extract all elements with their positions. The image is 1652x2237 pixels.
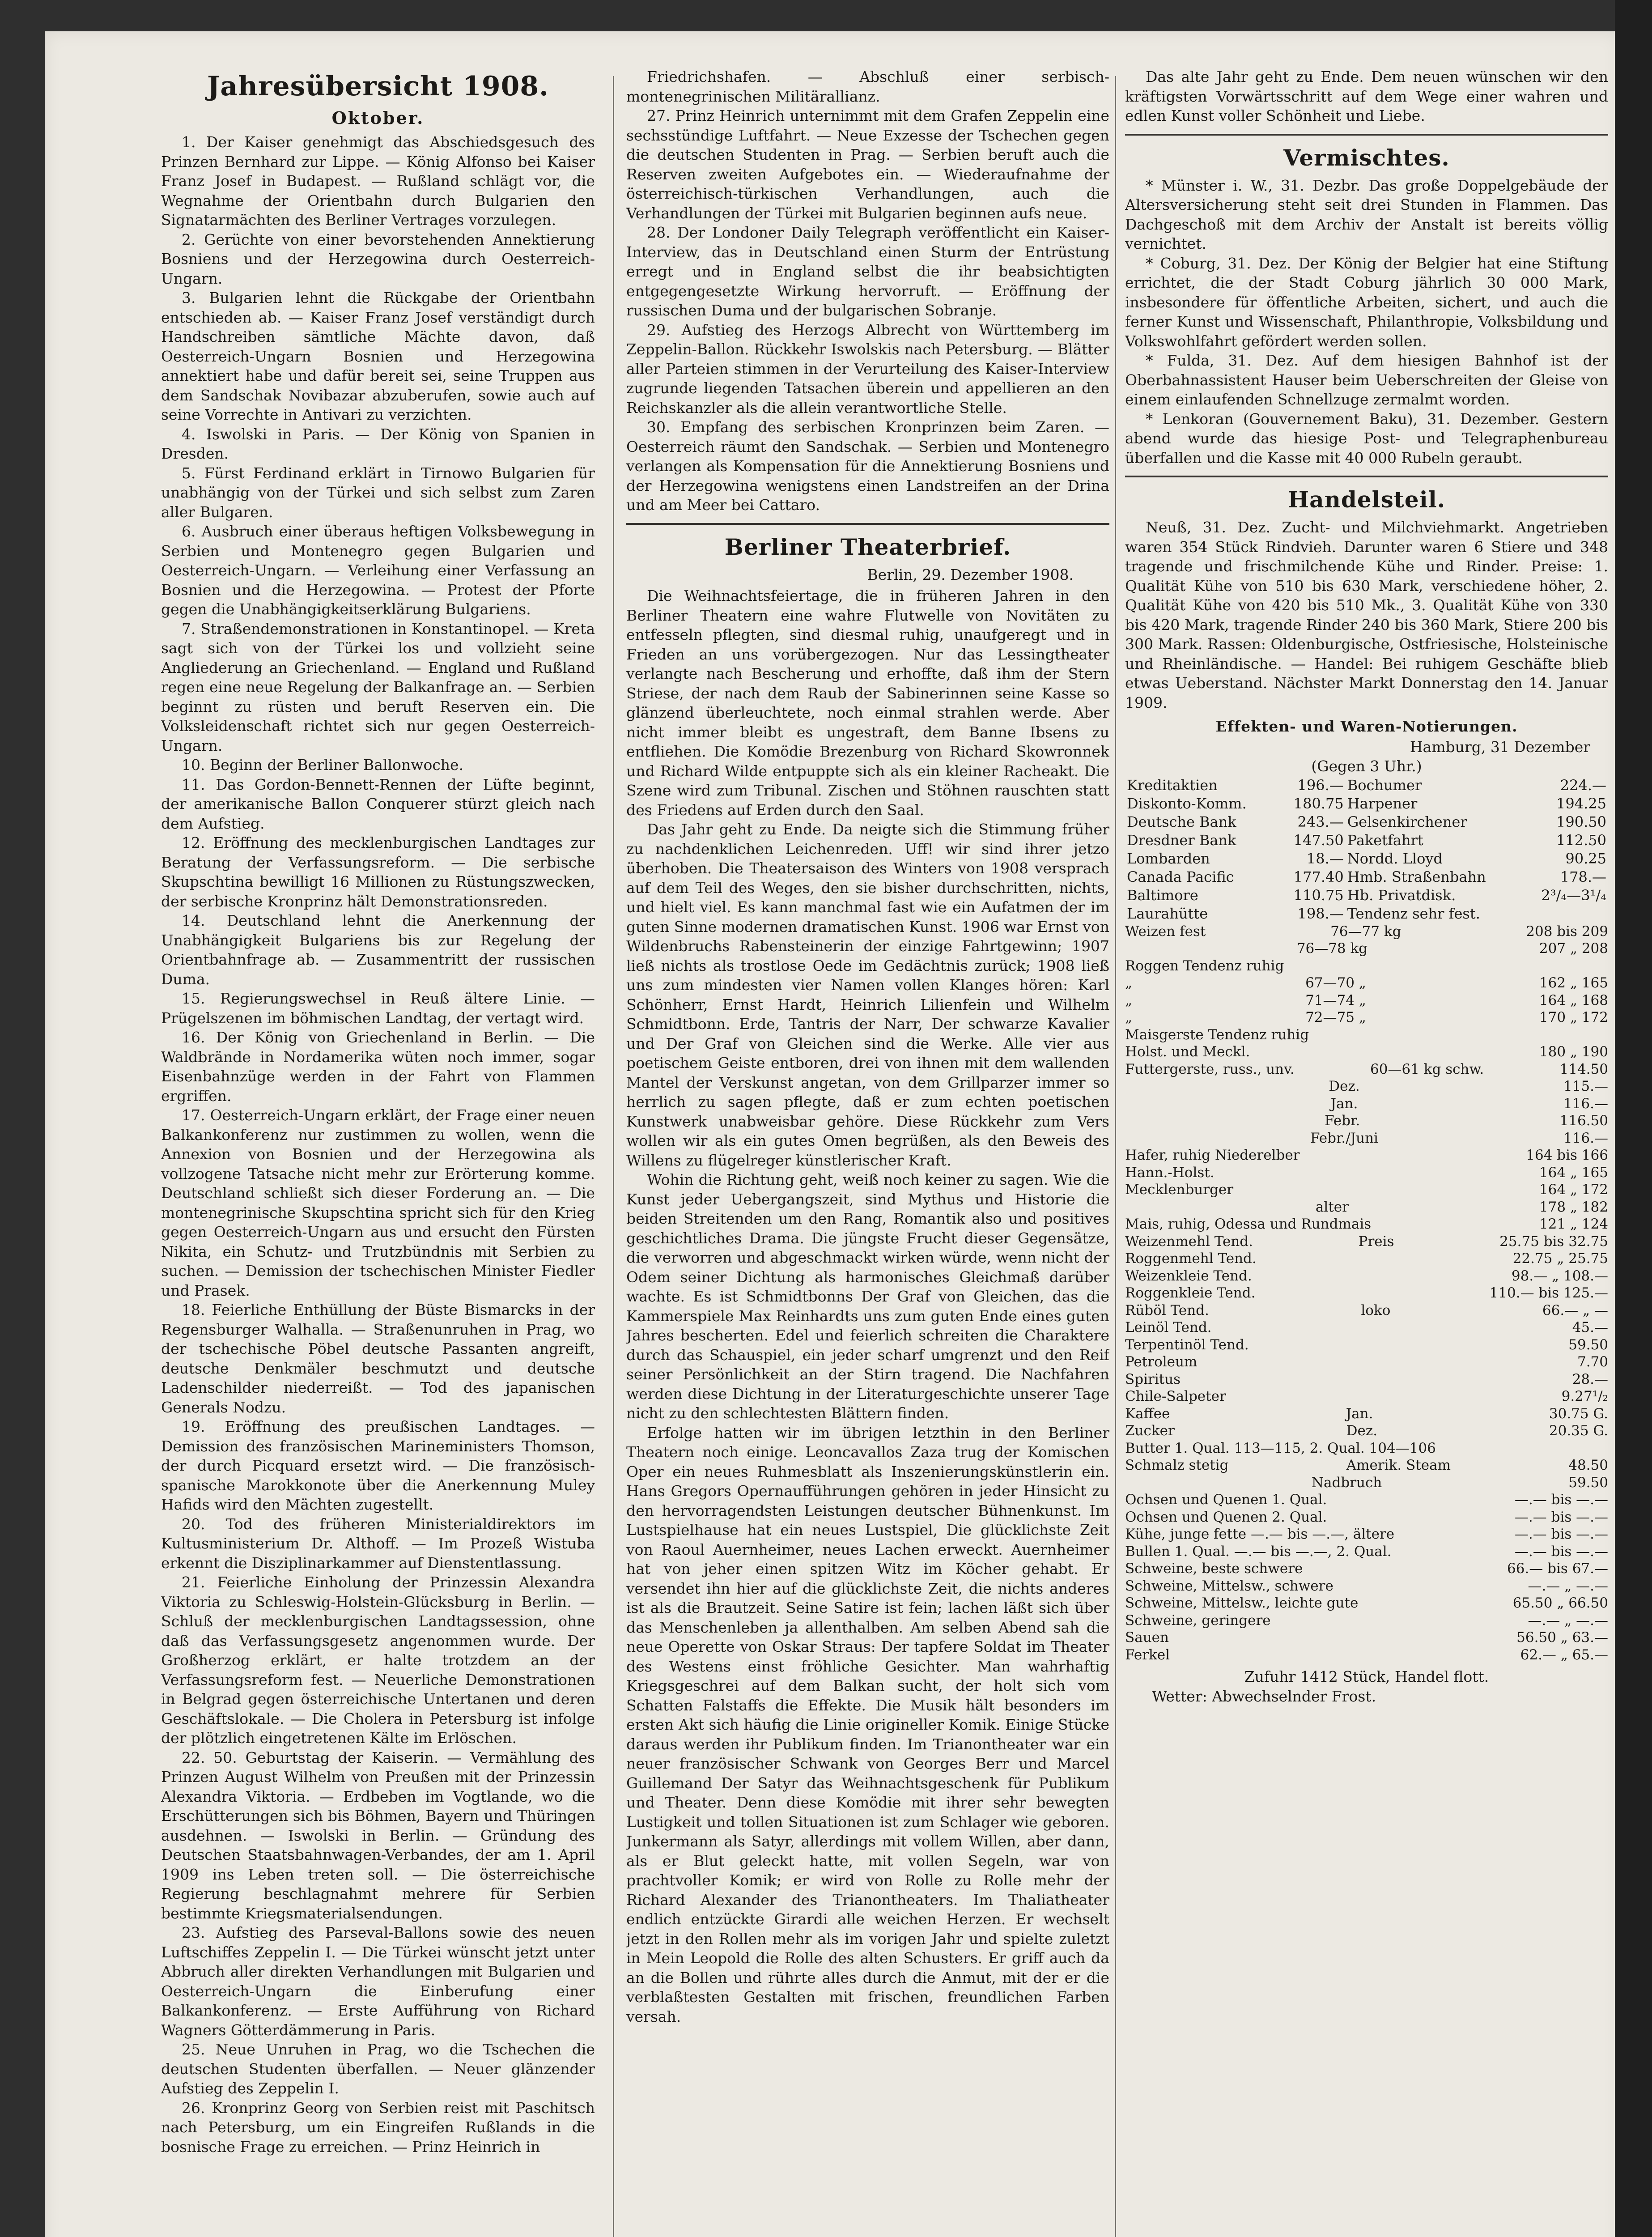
goods-row: [1125, 1026, 1608, 1044]
paragraph: 23. Aufstieg des Parseval-Ballons sowie des neuen Luftschiffes Zeppelin I. — Die Türkei wünscht jetzt unter Abbruch aller direkten Verhandlungen mit Bulgarien und Oesterreich-Ungarn die Einberufung einer Balkankonferenz. — Erste Aufführung von Richard Wagners Götterdämmerung in Paris.: [161, 1924, 595, 2039]
goods-cell: 208 bis 209: [1526, 923, 1608, 940]
paragraph: 30. Empfang des serbischen Kronprinzen beim Zaren. — Oesterreich räumt den Sandschak. — Serbien und Montenegro verlangen als Kompensation für die Annektierung Bosniens und der Herzegowina wenigstens einen Landstreifen an der Drina und am Meer bei Cattaro.: [626, 418, 1109, 514]
review-title: Jahresübersicht 1908.: [207, 71, 549, 102]
paragraph: 6. Ausbruch einer überaus heftigen Volksbewegung in Serbien und Montenegro gegen Bulgarien und Oesterreich-Ungarn. — Verleihung einer Verfassung an Bosnien und die Herzegowina. — Protest der Pforte gegen die Unabhängigkeitserklärung Bulgariens.: [161, 523, 595, 618]
goods-row: [1125, 1233, 1608, 1250]
paragraph: 28. Der Londoner Daily Telegraph veröffentlicht ein Kaiser-Interview, das in Deutschland einen Sturm der Entrüstung erregt und in England selbst die ihr beabsichtigten entgegengesetzte Wirkung hervorruft. — Eröffnung der russischen Duma und der bulgarischen Sobranje.: [626, 224, 1109, 319]
stock-cell: Nordd. Lloyd: [1347, 850, 1443, 867]
stock-row: [1125, 850, 1608, 868]
paragraph: Wohin die Richtung geht, weiß noch keiner zu sagen. Wie die Kunst jeder Uebergangszeit, sind Mythus und Historie die beiden Streitenden um den Rang, Romantik also und positives geschichtliches Drama. Die jüngste Frucht dieser Gegensätze, die verworren und abgeschmackt wirken würde, wenn nicht der Odem seiner Dichtung als harmonisches Gleichmaß darüber wachte. Es ist Schmidtbonns Der Graf von Gleichen, das die Kammerspiele Max Reinhardts uns zum guten Ende eines guten Jahres bescherten. Edel und feierlich schreiten die Charaktere durch das Schauspiel, ein jeder scharf umgrenzt und den Reif seiner Persönlichkeit an der Stirn tragend. Die Nachfahren werden diese Dichtung in der Literaturgeschichte unserer Tage nicht zu den schlechtesten Blättern finden.: [626, 1171, 1109, 1422]
goods-row: [1125, 1078, 1608, 1095]
paragraph: 18. Feierliche Enthüllung der Büste Bismarcks in der Regensburger Walhalla. — Straßenunruhen in Prag, wo der tschechische Pöbel deutsche Passanten angreift, deutsche Denkmäler beschmutzt und deutsche Ladenschilder niederreißt. — Tod des japanischen Generals Nodzu.: [161, 1301, 595, 1416]
paragraph: 14. Deutschland lehnt die Anerkennung der Unabhängigkeit Bulgariens bis zur Regelung der Orientbahnfrage ab. — Zusammentritt der russischen Duma.: [161, 912, 595, 988]
goods-cell: 60—61 kg schw.: [1370, 1061, 1484, 1077]
goods-cell: Spiritus: [1125, 1371, 1181, 1387]
goods-cell: Zucker: [1125, 1423, 1175, 1439]
goods-cell: 56.50 „ 63.—: [1516, 1629, 1608, 1646]
goods-cell: Rüböl Tend.: [1125, 1302, 1209, 1318]
goods-cell: 62.— „ 65.—: [1520, 1646, 1608, 1663]
goods-row: [1125, 1319, 1608, 1336]
goods-cell: 180 „ 190: [1539, 1044, 1608, 1060]
goods-cell: Dez.: [1329, 1078, 1360, 1094]
stock-cell: 18.—: [1306, 850, 1344, 867]
paragraph: 17. Oesterreich-Ungarn erklärt, der Frage einer neuen Balkankonferenz nur zustimmen zu wollen, wenn die Annexion von Bosnien und der Herzegowina als vollzogene Tatsache nicht mehr zur Erörterung komme. Deutschland schließt sich dieser Forderung an. — Die montenegrinische Skupschtina spricht sich für den Krieg gegen Oesterreich-Ungarn aus und ersucht den Fürsten Nikita, ein Schutz- und Trutzbündnis mit Serbien zu suchen. — Demission der tschechischen Minister Fiedler und Prasek.: [161, 1106, 595, 1299]
goods-cell: 178 „ 182: [1539, 1199, 1608, 1215]
goods-row: [1125, 1009, 1608, 1026]
goods-row: [1125, 1578, 1608, 1595]
paragraph: Das alte Jahr geht zu Ende. Dem neuen wünschen wir den kräftigsten Vorwärtsschritt auf dem Wege einer wahren und edlen Kunst voller Schönheit und Liebe.: [1125, 68, 1608, 124]
goods-row: [1125, 1543, 1608, 1561]
column-rule-1: [613, 76, 614, 2237]
goods-cell: „: [1125, 975, 1133, 991]
goods-cell: Jan.: [1330, 1095, 1358, 1112]
review-entries-continued: [626, 67, 1109, 515]
stock-row: [1125, 831, 1608, 850]
goods-cell: 65.50 „ 66.50: [1512, 1595, 1608, 1611]
stock-cell: [1523, 905, 1608, 923]
goods-row: [1125, 1405, 1608, 1423]
section-divider: [626, 523, 1109, 525]
goods-cell: 72—75 „: [1305, 1009, 1366, 1025]
stock-cell: Canada Pacific: [1127, 868, 1234, 885]
column-right: [1125, 67, 1608, 2237]
goods-cell: Mais, ruhig, Odessa und Rundmais: [1125, 1216, 1372, 1232]
review-entries: [161, 132, 595, 2156]
goods-row: [1125, 1284, 1608, 1302]
goods-row: [1125, 1164, 1608, 1182]
goods-row: [1125, 1526, 1608, 1543]
quotations-place: Hamburg, 31 Dezember: [1410, 738, 1590, 756]
cattle-market-report: Neuß, 31. Dez. Zucht- und Milchviehmarkt. Angetrieben waren 354 Stück Rindvieh. Darunter waren 6 Stiere und 348 tragende und frischmilchende Kühe und Rinder. Preise: 1. Qualität Kühe von 510 bis 630 Mark, verschiedene höher, 2. Qualität Kühe von 420 bis 510 Mk., 3. Qualität Kühe von 330 bis 420 Mark, tragende Rinder 240 bis 360 Mark, Stiere 200 bis 300 Mark. Rassen: Oldenburgische, Ostfriesische, Holsteinische und Rheinländische. — Handel: Bei ruhigem Geschäfte blieb etwas Ueberstand. Nächster Markt Donnerstag den 14. Januar 1909.: [1125, 519, 1608, 711]
goods-cell: 98.— „ 108.—: [1511, 1267, 1608, 1284]
misc-title: Vermischtes.: [1283, 144, 1450, 171]
goods-cell: 164 „ 168: [1539, 992, 1608, 1008]
paragraph: 12. Eröffnung des mecklenburgischen Landtages zur Beratung der Verfassungsreform. — Die serbische Skupschtina bewilligt 16 Millionen zu Rüstungszwecken, der serbische Kronprinz hält Demonstrationsreden.: [161, 834, 595, 910]
stock-cell: 180.75: [1293, 795, 1344, 812]
goods-cell: 116.—: [1563, 1130, 1608, 1146]
goods-cell: 7.70: [1577, 1354, 1608, 1370]
goods-cell: Roggen Tendenz ruhig: [1125, 957, 1284, 974]
goods-row: [1125, 1199, 1608, 1216]
paragraph: 15. Regierungswechsel in Reuß ältere Linie. — Prügelszenen im böhmischen Landtag, der vertagt wird.: [161, 990, 595, 1027]
goods-cell: Bullen 1. Qual. —.— bis —.—, 2. Qual.: [1125, 1543, 1392, 1560]
stock-cell: Paketfahrt: [1347, 831, 1423, 849]
goods-cell: 170 „ 172: [1539, 1009, 1608, 1025]
goods-cell: 66.— „ —: [1542, 1302, 1608, 1318]
goods-cell: Weizen fest: [1125, 923, 1206, 940]
stock-cell: 177.40: [1293, 868, 1344, 885]
goods-row: [1125, 1130, 1608, 1147]
paragraph: 21. Feierliche Einholung der Prinzessin Alexandra Viktoria zu Schleswig-Holstein-Glücksburg in Berlin. — Schluß der mecklenburgischen Landtagssession, ohne daß das Verfassungsgesetz angenommen wurde. Der Großherzog erklärt, er halte trotzdem an der Verfassungsreform fest. — Neuerliche Demonstrationen in Belgrad gegen österreichische Untertanen und deren Geschäftslokale. — Die Cholera in Petersburg ist infolge der plötzlich eingetretenen Kälte im Erlöschen.: [161, 1574, 595, 1747]
stock-cell: 178.—: [1560, 868, 1606, 885]
stock-cell: Deutsche Bank: [1127, 813, 1236, 830]
supply-note: Zufuhr 1412 Stück, Handel flott.: [1244, 1668, 1489, 1685]
paragraph: 19. Eröffnung des preußischen Landtages. — Demission des französischen Marineministers Thomson, der durch Picquard ersetzt wird. — Die französisch-spanische Marokkonote über die Anerkennung Muley Hafids wird den Mächten zugestellt.: [161, 1418, 595, 1513]
goods-cell: 116.—: [1563, 1095, 1608, 1112]
goods-cell: Hafer, ruhig Niederelber: [1125, 1147, 1300, 1163]
goods-row: [1125, 1612, 1608, 1629]
quotations-time: (Gegen 3 Uhr.): [1311, 757, 1422, 775]
stock-cell: 224.—: [1560, 776, 1606, 794]
stock-cell: Baltimore: [1127, 886, 1198, 904]
goods-cell: Hann.-Holst.: [1125, 1164, 1215, 1181]
goods-cell: Schmalz stetig: [1125, 1457, 1229, 1473]
goods-row: [1125, 1371, 1608, 1388]
paragraph: 26. Kronprinz Georg von Serbien reist mit Paschitsch nach Petersburg, um ein Eingreifen Rußlands in die bosnische Frage zu erreichen. — Prinz Heinrich in: [161, 2099, 595, 2156]
goods-cell: Amerik. Steam: [1346, 1457, 1451, 1473]
goods-cell: 66.— bis 67.—: [1507, 1561, 1608, 1577]
goods-cell: Holst. und Meckl.: [1125, 1044, 1250, 1060]
paragraph: * Coburg, 31. Dez. Der König der Belgier hat eine Stiftung errichtet, die der Stadt Coburg jährlich 30 000 Mark, insbesondere für öffentliche Arbeiten, sichert, und auch die ferner Kunst und Wissenschaft, Philanthropie, Volksbildung und Volkswohlfahrt gefördert werden sollen.: [1125, 254, 1608, 350]
goods-cell: —.— bis —.—: [1514, 1526, 1608, 1542]
column-rule-2: [1115, 76, 1116, 2237]
goods-cell: „: [1125, 1009, 1133, 1025]
goods-cell: 28.—: [1572, 1371, 1608, 1387]
goods-cell: 76—78 kg: [1296, 940, 1368, 957]
goods-cell: „: [1125, 992, 1133, 1008]
paragraph: Friedrichshafen. — Abschluß einer serbisch-montenegrinischen Militärallianz.: [626, 68, 1109, 105]
goods-cell: Terpentinöl Tend.: [1125, 1336, 1249, 1353]
goods-row: [1125, 1646, 1608, 1664]
stock-cell: 2³/₄—3¹/₄: [1541, 886, 1606, 904]
goods-cell: —.— „ —.—: [1528, 1612, 1608, 1629]
stock-row: [1125, 813, 1608, 831]
goods-cell: Jan.: [1346, 1405, 1373, 1422]
goods-cell: 9.27¹/₂: [1561, 1388, 1608, 1404]
stock-cell: Lombarden: [1127, 850, 1210, 867]
goods-cell: 115.—: [1563, 1078, 1608, 1094]
paragraph: 16. Der König von Griechenland in Berlin. — Die Waldbrände in Nordamerika wüten noch immer, sogar Eisenbahnzüge werden in der Fahrt von Flammen ergriffen.: [161, 1029, 595, 1105]
goods-row: [1125, 1629, 1608, 1646]
stock-row: [1125, 868, 1608, 886]
goods-cell: 30.75 G.: [1549, 1405, 1608, 1422]
stock-row: [1125, 795, 1608, 813]
goods-cell: Maisgerste Tendenz ruhig: [1125, 1026, 1309, 1043]
goods-cell: Schweine, beste schwere: [1125, 1561, 1303, 1577]
goods-cell: 71—74 „: [1305, 992, 1366, 1008]
goods-cell: alter: [1315, 1199, 1349, 1215]
goods-cell: Roggenmehl Tend.: [1125, 1250, 1257, 1267]
paragraph: * Münster i. W., 31. Dezbr. Das große Doppelgebäude der Altersversicherung steht seit drei Stunden in Flammen. Das Dachgeschoß mit dem Archiv der Anstalt ist bereits völlig vernichtet.: [1125, 176, 1608, 252]
stock-cell: Tendenz sehr fest.: [1347, 905, 1480, 922]
goods-cell: Nadbruch: [1311, 1474, 1382, 1491]
goods-cell: Butter 1. Qual. 113—115, 2. Qual. 104—106: [1125, 1440, 1436, 1456]
section-divider: [1125, 134, 1608, 136]
paragraph: 27. Prinz Heinrich unternimmt mit dem Grafen Zeppelin eine sechsstündige Luftfahrt. — Neue Exzesse der Tschechen gegen die deutschen Studenten in Prag. — Serbien beruft auch die Reserven zweiten Aufgebotes ein. — Wiederaufnahme der österreichisch-türkischen Verhandlungen, auch die Verhandlungen der Türkei mit Bulgarien beginnen aufs neue.: [626, 107, 1109, 222]
paragraph: 11. Das Gordon-Bennett-Rennen der Lüfte beginnt, der amerikanische Ballon Conquerer stürzt gleich nach dem Aufstieg.: [161, 775, 595, 832]
paragraph: * Fulda, 31. Dez. Auf dem hiesigen Bahnhof ist der Oberbahnassistent Hauser beim Ueberschreiten der Gleise von einem einlaufenden Schnellzuge zermalmt worden.: [1125, 352, 1608, 408]
goods-cell: Schweine, Mittelsw., leichte gute: [1125, 1595, 1359, 1611]
commerce-title: Handelsteil.: [1287, 486, 1446, 513]
goods-cell: 67—70 „: [1305, 975, 1366, 991]
review-month: Oktober.: [331, 108, 425, 128]
goods-cell: 76—77 kg: [1330, 923, 1401, 940]
goods-cell: —.— „ —.—: [1528, 1578, 1608, 1594]
goods-cell: Febr./Juni: [1310, 1130, 1378, 1146]
stock-row: [1125, 905, 1608, 923]
goods-row: [1125, 992, 1608, 1009]
goods-cell: —.— bis —.—: [1514, 1509, 1608, 1525]
paragraph: 5. Fürst Ferdinand erklärt in Tirnowo Bulgarien für unabhängig von der Türkei und sich selbst zum Zaren aller Bulgaren.: [161, 464, 595, 521]
goods-row: [1125, 1440, 1608, 1457]
goods-cell: Preis: [1358, 1233, 1394, 1250]
paragraph: 29. Aufstieg des Herzogs Albrecht von Württemberg im Zeppelin-Ballon. Rückkehr Iswolskis nach Petersburg. — Blätter aller Parteien stimmen in der Verurteilung des Kaiser-Interview zugrunde liegenden Tatsachen überein und appellieren an den Reichskanzler als die allein verantwortliche Stelle.: [626, 321, 1109, 417]
goods-cell: 45.—: [1572, 1319, 1608, 1335]
paragraph: Erfolge hatten wir im übrigen letzthin in den Berliner Theatern noch einige. Leoncavallos Zaza trug der Komischen Oper ein neues Ruhmesblatt als Inszenierungskünstlerin ein. Hans Gregors Opernaufführungen gehören in jeder Hinsicht zu den hervorragendsten Leistungen deutscher Bühnenkunst. Im Lustspielhause hat ein neues Lustspiel, Die glücklichste Zeit von Raoul Auernheimer, neues Lachen erweckt. Auernheimer hat von jeher einen spitzen Witz im Köcher gehabt. Er versendet ihn hier auf die glücklichste Zeit, die nichts anderes ist als die Brautzeit. Seine Satire ist fein; lachen läßt sich über das Menschenleben ja allenthalben. Am selben Abend sah die neue Operette von Oskar Straus: Der tapfere Soldat im Theater des Westens einst fröhliche Gesichter. Man wahrhaftig Kriegsgeschrei auf dem Balkan sucht, der holt sich vom Schatten Falstaffs die Effekte. Die Musik hält besonders im ersten Akt sich häufig die Linie origineller Komik. Einige Stücke daraus werden ihr Publikum finden. Im Trianontheater war ein neuer französischer Schwank von Georges Berr und Marcel Guillemand Der Satyr das Weihnachtsgeschenk für Publikum und Theater. Denn diese Komödie mit ihrer sehr bewegten Lustigkeit und tollen Situationen ist zum Schlager wie geboren. Junkermann als Satyr, allerdings mit vollem Willen, aber dann, als er Blut geleckt hatte, mit vollen Segeln, war von prachtvoller Komik; er wird von Rolle zu Rolle mehr der Richard Alexander des Trianontheaters. Im Thaliatheater endlich entzückte Girardi alle weichen Herzen. Er wechselt jetzt in den Rollen mehr als im vorigen Jahr und spielte zuletzt in Mein Leopold die Rolle des alten Schusters. Er griff auch da an die Bollen und rührte alles durch die Anmut, mit der er die verblaßtesten Gestalten mit frischen, freundlichen Farben versah.: [626, 1424, 1109, 2025]
theater-article: [626, 586, 1109, 2026]
goods-cell: 121 „ 124: [1539, 1216, 1608, 1232]
goods-row: [1125, 1043, 1608, 1061]
goods-cell: —.— bis —.—: [1514, 1543, 1608, 1560]
misc-news: [1125, 176, 1608, 468]
stock-cell: Laurahütte: [1127, 905, 1208, 922]
stock-cell: 112.50: [1556, 831, 1606, 849]
theater-title: Berliner Theaterbrief.: [724, 533, 1011, 560]
goods-cell: Kühe, junge fette —.— bis —.—, ältere: [1125, 1526, 1395, 1542]
goods-quotations: [1125, 923, 1608, 1664]
goods-row: [1125, 1181, 1608, 1199]
goods-cell: 164 bis 166: [1526, 1147, 1608, 1163]
goods-row: [1125, 1595, 1608, 1612]
paragraph: Das Jahr geht zu Ende. Da neigte sich die Stimmung früher zu nachdenklichen Leichenreden. Uff! wir sind ihrer jetzo überhoben. Die Theatersaison des Winters von 1908 versprach auf dem Teil des Weges, den sie bisher durchschritten, nichts, und hielt viel. Es kann manchmal fast wie ein Aufatmen der im guten Sinne modernen dramatischen Kunst. 1906 war Ernst von Wildenbruchs Rabensteinerin der einzige Fahrtgewinn; 1907 ließ nichts als trostlose Oede im Gedächtnis zurück; 1908 ließ uns zum mindesten vier Namen vollen Klanges hören: Karl Schönherr, Ernst Hardt, Heinrich Lilienfein und Wilhelm Schmidtbonn. Erde, Tantris der Narr, Der schwarze Kavalier und Der Graf von Gleichen sind die Werke. Alle vier aus poetischem Geiste entboren, drei von ihnen mit dem wallenden Mantel der Verskunst angetan, von dem Grillparzer immer so herrlich zu sagen pflegte, daß er zum echten poetischen Kunstwerk unabweisbar gehöre. Diese Rückkehr zum Vers wollen wir als ein gutes Omen begrüßen, als den Beweis des Willens zu flügelreger künstlerischer Kraft.: [626, 821, 1109, 1169]
page-edge-shadow: [1615, 0, 1652, 2237]
stock-cell: 198.—: [1297, 905, 1344, 922]
goods-row: [1125, 1336, 1608, 1354]
weather-note: Wetter: Abwechselnder Frost.: [1152, 1687, 1376, 1705]
goods-row: [1125, 1250, 1608, 1267]
paragraph: 4. Iswolski in Paris. — Der König von Spanien in Dresden.: [161, 425, 595, 462]
paragraph: 22. 50. Geburtstag der Kaiserin. — Vermählung des Prinzen August Wilhelm von Preußen mit der Prinzessin Alexandra Viktoria. — Erdbeben im Vogtlande, wo die Erschütterungen sich bis Böhmen, Bayern und Thüringen ausdehnen. — Iswolski in Berlin. — Gründung des Deutschen Staatsbahnwagen-Verbandes, der am 1. April 1909 ins Leben treten soll. — Die österreichische Regierung beschlagnahmt mehrere für Serbien bestimmte Kriegsmaterialsendungen.: [161, 1748, 595, 1922]
stock-cell: Gelsenkirchener: [1347, 813, 1467, 830]
theater-article-end: [1125, 67, 1608, 126]
goods-cell: loko: [1361, 1302, 1391, 1318]
goods-cell: 25.75 bis 32.75: [1499, 1233, 1608, 1250]
paragraph: Die Weihnachtsfeiertage, die in früheren Jahren in den Berliner Theatern eine wahre Flutwelle von Novitäten zu entfesseln pflegten, sind diesmal ruhig, unaufgeregt und in Frieden an uns vorübergezogen. Nur das Lessingtheater verlangte nach Bescherung und erhoffte, daß ihm der Stern Striese, der nach dem Raub der Sabinerinnen seine Kasse so glänzend überleuchtete, noch einmal strahlen werde. Aber nicht immer bleibt es ungestraft, dem Banne Ibsens zu entfliehen. Die Komödie Brezenburg von Richard Skowronnek und Richard Wilde entpuppte sich als ein kleiner Racheakt. Die Szene wird zum Tribunal. Zischen und Stöhnen rauschten statt des Friedens auf Erden durch den Saal.: [626, 587, 1109, 819]
stock-cell: Kreditaktien: [1127, 776, 1218, 794]
goods-cell: 22.75 „ 25.75: [1512, 1250, 1608, 1267]
section-divider: [1125, 476, 1608, 477]
goods-row: [1125, 1509, 1608, 1526]
goods-cell: Petroleum: [1125, 1354, 1198, 1370]
stock-cell: 196.—: [1297, 776, 1344, 794]
stock-cell: 90.25: [1565, 850, 1606, 867]
paragraph: 25. Neue Unruhen in Prag, wo die Tschechen die deutschen Studenten überfallen. — Neuer glänzender Aufstieg des Zeppelin I.: [161, 2041, 595, 2097]
goods-row: [1125, 974, 1608, 992]
column-middle: [626, 67, 1109, 2237]
goods-row: [1125, 1474, 1608, 1492]
paragraph: 1. Der Kaiser genehmigt das Abschiedsgesuch des Prinzen Bernhard zur Lippe. — König Alfonso bei Kaiser Franz Josef in Budapest. — Rußland schlägt vor, die Wegnahme der Orientbahn durch Bulgarien den Signatarmächten des Berliner Vertrages vorzulegen.: [161, 133, 595, 229]
goods-cell: Kaffee: [1125, 1405, 1170, 1422]
goods-row: [1125, 1422, 1608, 1440]
theater-dateline: Berlin, 29. Dezember 1908.: [867, 566, 1074, 583]
stock-cell: 243.—: [1297, 813, 1344, 830]
stock-cell: 147.50: [1293, 831, 1344, 849]
goods-cell: Weizenkleie Tend.: [1125, 1267, 1252, 1284]
goods-row: [1125, 1061, 1608, 1078]
goods-cell: Chile-Salpeter: [1125, 1388, 1226, 1404]
goods-cell: Schweine, Mittelsw., schwere: [1125, 1578, 1333, 1594]
paragraph: * Lenkoran (Gouvernement Baku), 31. Dezember. Gestern abend wurde das hiesige Post- und Telegraphenbureau überfallen und die Kasse mit 40 000 Rubeln geraubt.: [1125, 410, 1608, 467]
stock-cell: Diskonto-Komm.: [1127, 795, 1247, 812]
goods-row: [1125, 1267, 1608, 1285]
paragraph: 20. Tod des früheren Ministerialdirektors im Kultusministerium Dr. Althoff. — Im Prozeß Wistuba erkennt die Disziplinarkammer auf Dienstentlassung.: [161, 1515, 595, 1572]
goods-cell: Futtergerste, russ., unv.: [1125, 1061, 1295, 1077]
goods-row: [1125, 1216, 1608, 1233]
paragraph: 7. Straßendemonstrationen in Konstantinopel. — Kreta sagt sich von der Türkei los und vollzieht seine Angliederung an Griechenland. — England und Rußland regen eine neue Regelung der Balkanfrage an. — Serbien beginnt zu rüsten und beruft Reserven ein. Die Volksleidenschaft richtet sich nur gegen Oesterreich-Ungarn.: [161, 620, 595, 754]
paragraph: 2. Gerüchte von einer bevorstehenden Annektierung Bosniens und der Herzegowina durch Oesterreich-Ungarn.: [161, 230, 595, 287]
goods-row: [1125, 1388, 1608, 1405]
goods-cell: 207 „ 208: [1539, 940, 1608, 957]
goods-cell: Dez.: [1346, 1423, 1378, 1439]
goods-cell: Leinöl Tend.: [1125, 1319, 1212, 1335]
goods-cell: 164 „ 165: [1539, 1164, 1608, 1181]
stock-cell: Bochumer: [1347, 776, 1422, 794]
goods-row: [1125, 957, 1608, 975]
goods-row: [1125, 923, 1608, 940]
stock-cell: 194.25: [1556, 795, 1606, 812]
stock-cell: Dresdner Bank: [1127, 831, 1236, 849]
goods-cell: 59.50: [1568, 1474, 1608, 1491]
goods-row: [1125, 1491, 1608, 1509]
paragraph: 10. Beginn der Berliner Ballonwoche.: [182, 756, 464, 774]
stock-row: [1125, 886, 1608, 905]
goods-cell: 162 „ 165: [1539, 975, 1608, 991]
stock-cell: 190.50: [1556, 813, 1606, 830]
goods-cell: Sauen: [1125, 1629, 1169, 1646]
goods-row: [1125, 1147, 1608, 1164]
goods-row: [1125, 1112, 1608, 1130]
goods-cell: Ochsen und Quenen 1. Qual.: [1125, 1492, 1327, 1508]
goods-cell: Schweine, geringere: [1125, 1612, 1271, 1629]
stock-cell: Harpener: [1347, 795, 1418, 812]
goods-cell: Ferkel: [1125, 1646, 1170, 1663]
goods-row: [1125, 1560, 1608, 1578]
stock-row: [1125, 776, 1608, 795]
goods-cell: 59.50: [1568, 1336, 1608, 1353]
goods-row: [1125, 1302, 1608, 1319]
column-yearly-review: [161, 67, 595, 2237]
goods-row: [1125, 940, 1608, 957]
paragraph: 3. Bulgarien lehnt die Rückgabe der Orientbahn entschieden ab. — Kaiser Franz Josef verständigt durch Handschreiben sämtliche Mächte davon, daß Oesterreich-Ungarn Bosnien und Herzegowina annektiert habe und dafür bereit sei, seine Truppen aus dem Sandschak Novibazar abzuberufen, sowie auch auf seine Vorrechte in Antivari zu verzichten.: [161, 289, 595, 423]
goods-row: [1125, 1095, 1608, 1113]
stock-quotations-table: [1125, 776, 1608, 923]
goods-cell: 116.50: [1559, 1113, 1608, 1129]
goods-cell: —.— bis —.—: [1514, 1492, 1608, 1508]
stock-cell: Hb. Privatdisk.: [1347, 886, 1456, 904]
goods-cell: Ochsen und Quenen 2. Qual.: [1125, 1509, 1327, 1525]
stock-cell: Hmb. Straßenbahn: [1347, 868, 1486, 885]
goods-cell: 164 „ 172: [1539, 1182, 1608, 1198]
stock-cell: 110.75: [1293, 886, 1344, 904]
goods-cell: 20.35 G.: [1549, 1423, 1608, 1439]
quotations-heading: Effekten- und Waren-Notierungen.: [1215, 718, 1518, 735]
goods-cell: 114.50: [1559, 1061, 1608, 1077]
goods-cell: Mecklenburger: [1125, 1182, 1234, 1198]
goods-row: [1125, 1353, 1608, 1371]
goods-cell: Febr.: [1325, 1113, 1360, 1129]
goods-cell: Weizenmehl Tend.: [1125, 1233, 1253, 1250]
goods-row: [1125, 1457, 1608, 1474]
goods-cell: Roggenkleie Tend.: [1125, 1285, 1256, 1301]
goods-cell: 48.50: [1568, 1457, 1608, 1473]
goods-cell: 110.— bis 125.—: [1489, 1285, 1608, 1301]
